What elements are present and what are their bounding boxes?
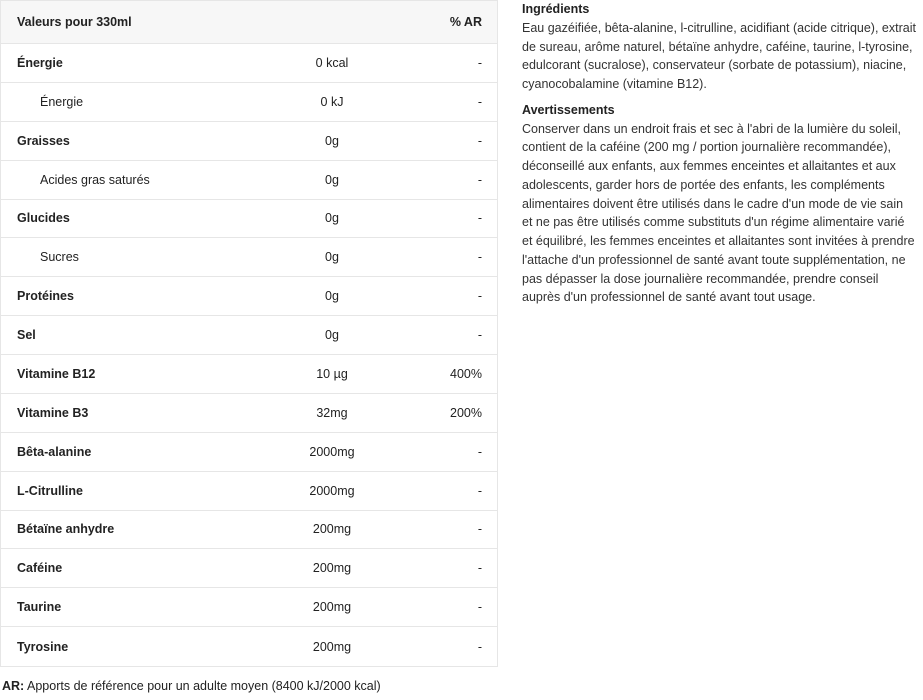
nutrient-amount: 200mg xyxy=(312,600,352,615)
ingredients-line: cyanocobalamine (vitamine B12). xyxy=(522,77,707,91)
nutrient-amount: 10 µg xyxy=(316,366,348,381)
warnings-line: et ne pas être utilisés comme substituts d'un régime alimentaire varié xyxy=(522,215,905,230)
warnings-text xyxy=(522,120,918,308)
nutrient-amount: 200mg xyxy=(312,522,352,537)
column-header-ar: % AR xyxy=(449,15,482,29)
nutrient-ar-percent: - xyxy=(477,250,482,265)
nutrient-name: Acides gras saturés xyxy=(40,172,150,187)
warnings-line: et équilibré, les femmes enceintes et allaitantes sont invitées à prendre xyxy=(522,234,915,248)
nutrient-amount: 0g xyxy=(325,250,339,265)
nutrient-name: Bétaïne anhydre xyxy=(17,522,115,537)
nutrient-ar-percent: - xyxy=(477,133,482,148)
table-row xyxy=(1,549,497,588)
nutrient-name: Bêta-alanine xyxy=(17,444,92,459)
warnings-line: auprès d'un professionnel de santé avant tout usage. xyxy=(522,290,816,305)
table-row xyxy=(1,44,497,83)
table-row xyxy=(1,200,497,239)
nutrient-ar-percent: - xyxy=(477,211,482,226)
nutrient-name: Taurine xyxy=(17,600,62,615)
nutrient-ar-percent: - xyxy=(477,328,482,343)
nutrient-amount: 32mg xyxy=(316,405,348,420)
product-info xyxy=(522,0,918,307)
nutrient-amount: 0 kJ xyxy=(320,94,344,109)
footnote-abbreviation: AR: xyxy=(2,679,25,693)
nutrient-ar-percent: - xyxy=(477,600,482,615)
warnings-section xyxy=(522,101,918,307)
nutrient-ar-percent: - xyxy=(477,522,482,537)
table-row xyxy=(1,277,497,316)
table-row xyxy=(1,355,497,394)
nutrient-ar-percent: - xyxy=(477,94,482,109)
nutrient-ar-percent: 200% xyxy=(450,405,482,420)
table-row xyxy=(1,472,497,511)
ingredients-text xyxy=(522,19,918,94)
nutrient-name: Vitamine B12 xyxy=(17,366,96,381)
nutrient-amount: 2000mg xyxy=(309,444,355,459)
nutrient-name: Protéines xyxy=(17,289,74,304)
table-row xyxy=(1,122,497,161)
table-row xyxy=(1,511,497,550)
warnings-line: l'attache d'un professionnel de santé avant toute supplémentation, ne xyxy=(522,252,906,267)
ingredients-section xyxy=(522,0,918,94)
nutrient-amount: 200mg xyxy=(312,561,352,576)
reference-intake-footnote xyxy=(2,677,381,696)
nutrient-ar-percent: - xyxy=(477,289,482,304)
nutrient-amount: 0g xyxy=(325,172,339,187)
ingredients-line: de sureau, arôme naturel, bétaïne anhydre, caféine, taurine, l-tyrosine, xyxy=(522,39,913,54)
warnings-line: adolescents, garder hors de portée des enfants, les compléments xyxy=(522,177,885,192)
table-row xyxy=(1,588,497,627)
nutrient-amount: 0g xyxy=(325,289,339,304)
ingredients-line: edulcorant (sucralose), conservateur (sorbate de potassium), niacine, xyxy=(522,58,907,73)
nutrient-name: Caféine xyxy=(17,561,63,576)
nutrient-amount: 2000mg xyxy=(309,483,355,498)
nutrient-ar-percent: 400% xyxy=(450,366,482,381)
nutrient-name: Glucides xyxy=(17,211,70,226)
nutrient-name: Sel xyxy=(17,328,36,343)
table-row xyxy=(1,627,497,666)
warnings-line: contient de la caféine (200 mg / portion journalière recommandée), xyxy=(522,140,891,155)
warnings-line: déconseillé aux enfants, aux femmes enceintes et allaitantes et aux xyxy=(522,159,896,173)
table-row xyxy=(1,316,497,355)
nutrient-ar-percent: - xyxy=(477,639,482,654)
nutrient-name: Graisses xyxy=(17,133,70,148)
nutrient-name: Énergie xyxy=(40,94,84,109)
nutrient-name: L-Citrulline xyxy=(17,483,83,498)
ingredients-heading: Ingrédients xyxy=(522,2,590,16)
nutrient-name: Énergie xyxy=(17,55,63,70)
warnings-heading: Avertissements xyxy=(522,102,615,117)
footnote-text: Apports de référence pour un adulte moyen (8400 kJ/2000 kcal) xyxy=(27,679,381,693)
column-header-values: Valeurs pour 330ml xyxy=(17,15,132,29)
nutrient-amount: 0 kcal xyxy=(315,55,349,70)
warnings-line: alimentaires doivent être utilisés dans le cadre d'un mode de vie sain xyxy=(522,196,904,211)
nutrient-amount: 0g xyxy=(325,133,339,148)
table-row xyxy=(1,83,497,122)
nutrient-name: Vitamine B3 xyxy=(17,405,89,420)
table-header-row xyxy=(1,1,497,44)
nutrient-name: Sucres xyxy=(40,250,79,265)
table-row xyxy=(1,161,497,200)
nutrient-amount: 200mg xyxy=(312,639,352,654)
nutrient-ar-percent: - xyxy=(477,444,482,459)
table-row xyxy=(1,394,497,433)
warnings-line: Conserver dans un endroit frais et sec à l'abri de la lumière du soleil, xyxy=(522,121,901,136)
nutrient-ar-percent: - xyxy=(477,483,482,498)
ingredients-line: Eau gazéifiée, bêta-alanine, l-citrulline, acidifiant (acide citrique), extrait xyxy=(522,20,916,35)
table-row xyxy=(1,433,497,472)
nutrient-ar-percent: - xyxy=(477,561,482,576)
nutrient-amount: 0g xyxy=(325,211,339,226)
nutrient-name: Tyrosine xyxy=(17,639,69,654)
nutrient-amount: 0g xyxy=(325,328,339,343)
table-row xyxy=(1,238,497,277)
nutrient-ar-percent: - xyxy=(477,55,482,70)
warnings-line: pas dépasser la dose journalière recommandée, prendre conseil xyxy=(522,271,879,286)
nutrient-ar-percent: - xyxy=(477,172,482,187)
